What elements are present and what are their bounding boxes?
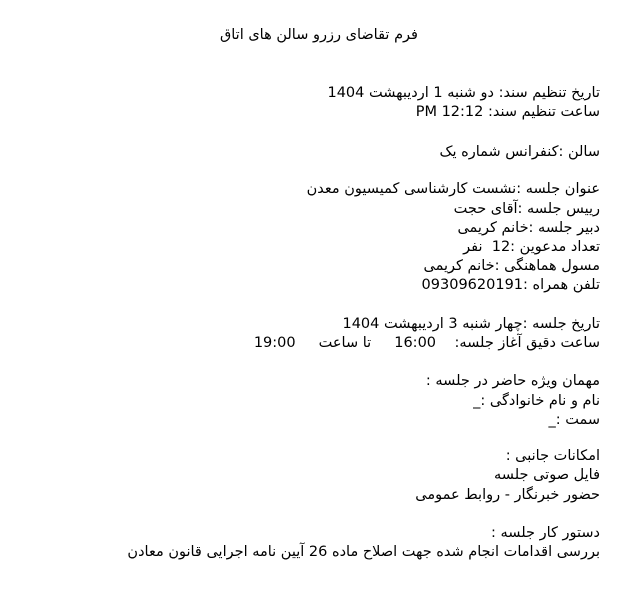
issue-date: تاریخ تنظیم سند: دو شنبه 1 اردیبهشت 1404 <box>327 85 600 101</box>
invitee-count: تعداد مدعوین :12 نفر <box>463 239 600 255</box>
facility-item: فایل صوتی جلسه <box>494 467 600 483</box>
meeting-time: ساعت دقیق آغاز جلسه: 16:00 تا ساعت 19:00 <box>253 335 600 351</box>
agenda-text: بررسی اقدامات انجام شده جهت اصلاح ماده 26 آیین نامه اجرایی قانون معادن <box>127 544 600 560</box>
special-guests-heading: مهمان ویژه حاضر در جلسه : <box>425 373 600 389</box>
guest-position: سمت :_ <box>548 412 600 428</box>
guest-name: نام و نام خانوادگی :_ <box>473 393 600 409</box>
agenda-heading: دستور کار جلسه : <box>491 525 600 541</box>
meeting-secretary: دبیر جلسه :خانم کریمی <box>457 220 600 236</box>
coordinator: مسول هماهنگی :خانم کریمی <box>423 258 600 274</box>
meeting-date: تاریخ جلسه :چهار شنبه 3 اردیبهشت 1404 <box>342 316 600 332</box>
mobile-phone: تلفن همراه :09309620191 <box>421 277 600 293</box>
facilities-heading: امکانات جانبی : <box>505 448 600 464</box>
meeting-title: عنوان جلسه :نشست کارشناسی کمیسیون معدن <box>306 181 600 197</box>
hall-name: سالن :کنفرانس شماره یک <box>439 144 600 160</box>
facility-item: حضور خبرنگار - روابط عمومی <box>415 487 600 503</box>
meeting-chair: رییس جلسه :آقای حجت <box>453 201 600 217</box>
issue-time: ساعت تنظیم سند: PM 12:12 <box>415 104 600 120</box>
form-title: فرم تقاضای رزرو سالن های اتاق <box>219 27 418 43</box>
